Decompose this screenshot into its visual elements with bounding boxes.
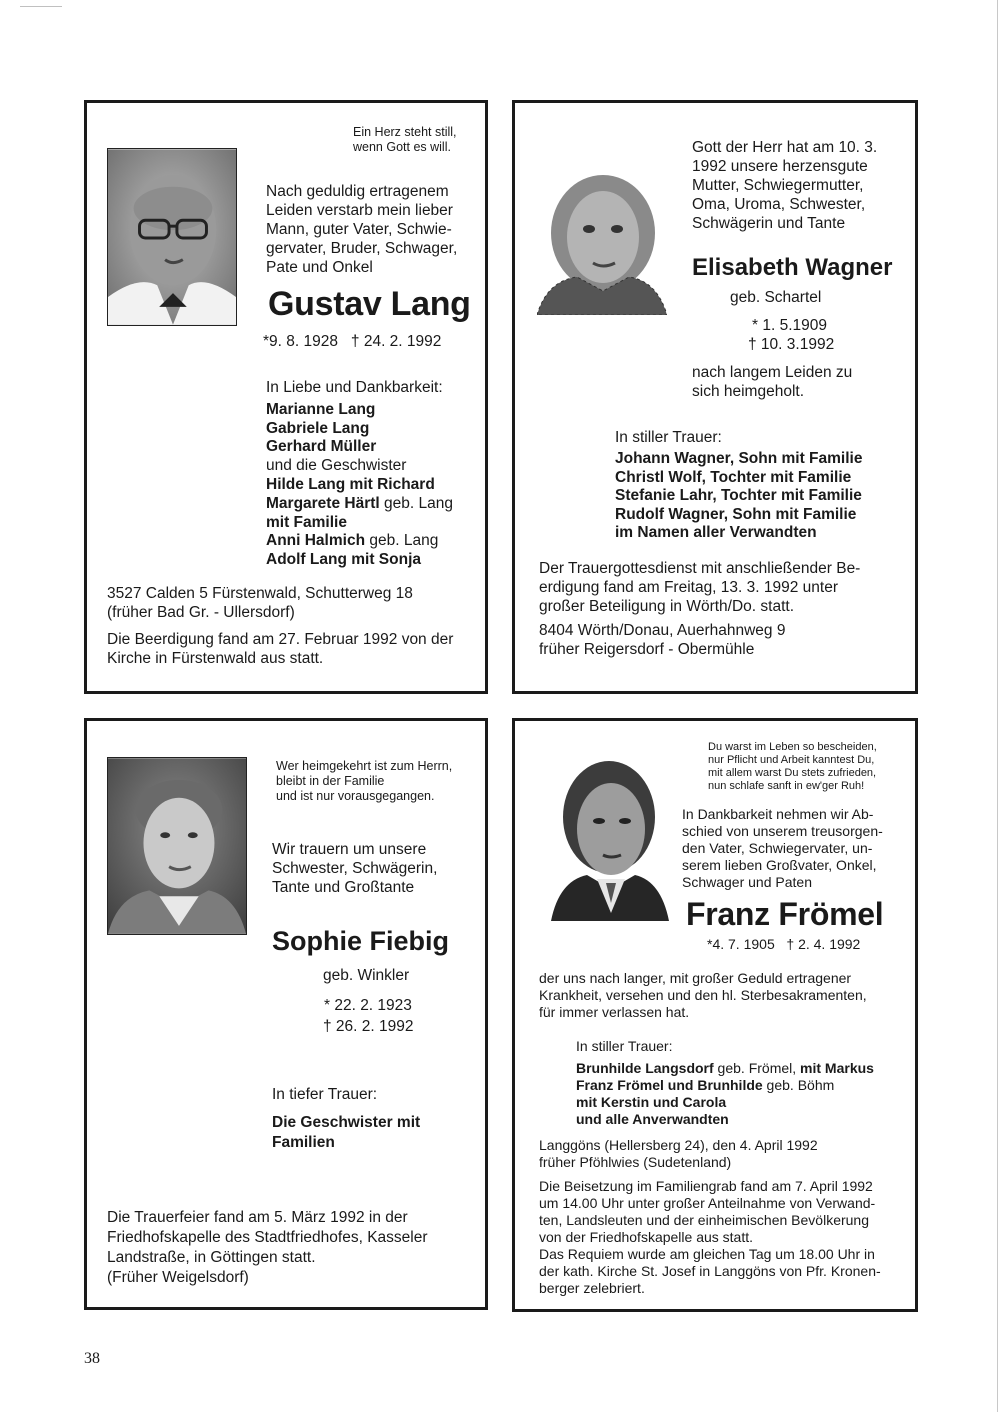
- maiden-name: geb. Lang: [365, 532, 439, 549]
- funeral-line: Die Beerdigung fand am 27. Februar 1992 von der: [107, 631, 454, 648]
- maiden-name: geb. Lang: [379, 495, 453, 512]
- obituary-franz-froemel: [512, 718, 918, 1312]
- death-date: † 26. 2. 1992: [323, 1018, 414, 1035]
- motto-line: mit allem warst Du stets zufrieden,: [708, 767, 877, 779]
- mourner: Margarete Härtl: [266, 495, 380, 512]
- deceased-name: Sophie Fiebig: [272, 926, 450, 956]
- address-line: 8404 Wörth/Donau, Auerhahnweg 9: [539, 622, 786, 639]
- mourner: Hilde Lang mit Richard: [266, 476, 435, 493]
- intro-line: schied von unserem treusorgen-: [682, 823, 883, 839]
- life-dates: *4. 7. 1905 † 2. 4. 1992: [707, 936, 861, 952]
- mourner: Gerhard Müller: [266, 438, 377, 455]
- burial-line: Die Beisetzung im Familiengrab fand am 7. April 1992: [539, 1178, 873, 1194]
- mourner: Christl Wolf, Tochter mit Familie: [615, 469, 852, 486]
- mourner: Familien: [272, 1134, 335, 1151]
- intro-line: Pate und Onkel: [266, 259, 373, 276]
- mourner: Johann Wagner, Sohn mit Familie: [615, 450, 863, 467]
- mourner: Stefanie Lahr, Tochter mit Familie: [615, 487, 862, 504]
- intro-line: Leiden verstarb mein lieber: [266, 202, 453, 219]
- obituary-elisabeth-wagner: [512, 100, 918, 694]
- place-line: Langgöns (Hellersberg 24), den 4. April 1992: [539, 1137, 818, 1153]
- ceremony-line: Landstraße, in Göttingen statt.: [107, 1249, 316, 1266]
- motto-line: Wer heimgekehrt ist zum Herrn,: [276, 759, 453, 773]
- life-dates: *9. 8. 1928 † 24. 2. 1992: [263, 333, 442, 350]
- mourner-note: und die Geschwister: [266, 457, 407, 474]
- intro-line: Schwägerin und Tante: [692, 215, 846, 232]
- mourner: Anni Halmich: [266, 532, 366, 549]
- page-number: 38: [84, 1350, 100, 1367]
- burial-line: Das Requiem wurde am gleichen Tag um 18.00 Uhr in: [539, 1246, 875, 1262]
- intro-line: Nach geduldig ertragenem: [266, 183, 449, 200]
- maiden-name: geb. Winkler: [323, 967, 410, 984]
- intro-line: Gott der Herr hat am 10. 3.: [692, 139, 878, 156]
- portrait-photo-elisabeth: [537, 165, 667, 315]
- birth-date: * 22. 2. 1923: [324, 997, 412, 1014]
- intro-line: Mann, guter Vater, Schwie-: [266, 221, 452, 238]
- deceased-name: Gustav Lang: [268, 285, 471, 323]
- mourner: Brunhilde Langsdorf: [576, 1060, 714, 1076]
- maiden-name: geb. Frömel,: [713, 1060, 801, 1076]
- mourning-label: In Liebe und Dankbarkeit:: [266, 379, 443, 396]
- intro-line: In Dankbarkeit nehmen wir Ab-: [682, 806, 874, 822]
- motto-line: wenn Gott es will.: [353, 140, 451, 154]
- mourner: mit Familie: [266, 514, 347, 531]
- burial-line: um 14.00 Uhr unter großer Anteilnahme von Verwand-: [539, 1195, 876, 1211]
- mourner: Marianne Lang: [266, 401, 376, 418]
- motto-line: Du warst im Leben so bescheiden,: [708, 741, 877, 753]
- mourner: und alle Anverwandten: [576, 1111, 729, 1127]
- scan-artifact-top: [20, 6, 62, 7]
- mourner: Rudolf Wagner, Sohn mit Familie: [615, 506, 857, 523]
- burial-line: ten, Landsleuten und der einheimischen Bevölkerung: [539, 1212, 870, 1228]
- portrait-man-glasses: [108, 149, 236, 325]
- intro-line: Mutter, Schwiegermutter,: [692, 177, 864, 194]
- intro-line: gervater, Bruder, Schwager,: [266, 240, 458, 257]
- mourning-label: In tiefer Trauer:: [272, 1086, 378, 1103]
- ceremony-line: Friedhofskapelle des Stadtfriedhofes, Kasseler: [107, 1229, 428, 1246]
- burial-line: berger zelebriert.: [539, 1280, 645, 1296]
- after-line: für immer verlassen hat.: [539, 1004, 690, 1020]
- scan-artifact-edge: [997, 0, 998, 1412]
- mourner: mit Kerstin und Carola: [576, 1094, 727, 1110]
- portrait-photo-franz: [551, 753, 669, 921]
- mourner: Gabriele Lang: [266, 420, 370, 437]
- burial-line: von der Friedhofskapelle aus statt.: [539, 1229, 754, 1245]
- motto-line: Ein Herz steht still,: [353, 125, 457, 139]
- maiden-name: geb. Schartel: [730, 289, 822, 306]
- portrait-old-man: [551, 753, 669, 921]
- funeral-line: Kirche in Fürstenwald aus statt.: [107, 650, 324, 667]
- mourner: im Namen aller Verwandten: [615, 524, 817, 541]
- intro-line: Schwager und Paten: [682, 874, 812, 890]
- mourner: Adolf Lang mit Sonja: [266, 551, 421, 568]
- mourner-line: [576, 1077, 834, 1094]
- address-line: früher Reigersdorf - Obermühle: [539, 641, 755, 658]
- service-line: Der Trauergottesdienst mit anschließender Be-: [539, 560, 861, 577]
- obituary-gustav-lang: [84, 100, 488, 694]
- deceased-name: Elisabeth Wagner: [692, 254, 893, 281]
- portrait-elderly-woman: [537, 165, 667, 315]
- intro-line: Wir trauern um unsere: [272, 841, 427, 858]
- birth-date: * 1. 5.1909: [752, 317, 827, 334]
- mourner-line: [266, 495, 453, 514]
- mourning-label: In stiller Trauer:: [576, 1038, 673, 1054]
- burial-line: der kath. Kirche St. Josef in Langgöns von Pfr. Kronen-: [539, 1263, 881, 1279]
- mourner: mit Markus: [800, 1060, 874, 1076]
- motto-line: bleibt in der Familie: [276, 774, 385, 788]
- deceased-name: Franz Frömel: [686, 896, 884, 932]
- place-line: früher Pföhlwies (Sudetenland): [539, 1154, 732, 1170]
- portrait-photo-gustav: [107, 148, 237, 326]
- mourner: Die Geschwister mit: [272, 1114, 421, 1131]
- obituary-sophie-fiebig: [84, 718, 488, 1310]
- service-line: großer Beteiligung in Wörth/Do. statt.: [539, 598, 795, 615]
- motto-line: nur Pflicht und Arbeit kanntest Du,: [708, 754, 875, 766]
- ceremony-line: Die Trauerfeier fand am 5. März 1992 in der: [107, 1209, 408, 1226]
- ceremony-line: (Früher Weigelsdorf): [107, 1269, 249, 1286]
- intro-line: Schwester, Schwägerin,: [272, 860, 438, 877]
- intro-line: Oma, Uroma, Schwester,: [692, 196, 866, 213]
- intro-line: 1992 unsere herzensgute: [692, 158, 868, 175]
- portrait-photo-sophie: [107, 757, 247, 935]
- after-line: der uns nach langer, mit großer Geduld ertragener: [539, 970, 852, 986]
- after-line: nach langem Leiden zu: [692, 364, 853, 381]
- address-line: (früher Bad Gr. - Ullersdorf): [107, 604, 295, 621]
- service-line: erdigung fand am Freitag, 13. 3. 1992 unter: [539, 579, 839, 596]
- after-line: sich heimgeholt.: [692, 383, 805, 400]
- address-line: 3527 Calden 5 Fürstenwald, Schutterweg 18: [107, 585, 413, 602]
- mourner-line: [266, 532, 438, 551]
- after-line: Krankheit, versehen und den hl. Sterbesakramenten,: [539, 987, 867, 1003]
- maiden-name: geb. Böhm: [762, 1077, 835, 1093]
- death-date: † 10. 3.1992: [748, 336, 835, 353]
- portrait-woman: [108, 758, 246, 934]
- motto-line: und ist nur vorausgegangen.: [276, 789, 435, 803]
- intro-line: den Vater, Schwiegervater, un-: [682, 840, 873, 856]
- mourning-label: In stiller Trauer:: [615, 429, 722, 446]
- motto-line: nun schlafe sanft in ew'ger Ruh!: [708, 780, 865, 792]
- mourner: Franz Frömel und Brunhilde: [576, 1077, 763, 1093]
- mourner-line: [576, 1060, 874, 1077]
- intro-line: serem lieben Großvater, Onkel,: [682, 857, 877, 873]
- intro-line: Tante und Großtante: [272, 879, 415, 896]
